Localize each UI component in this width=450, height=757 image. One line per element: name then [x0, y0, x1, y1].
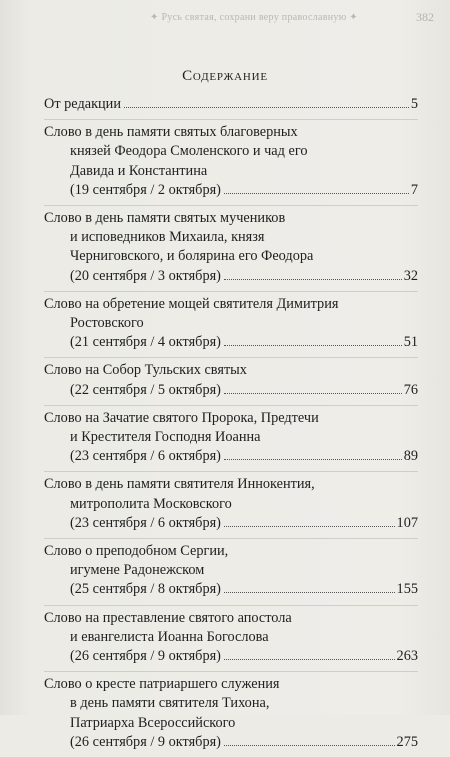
toc-title: Содержание: [182, 68, 268, 84]
toc-dot-leader: [224, 193, 409, 194]
toc-entry-text: (26 сентября / 9 октября): [70, 648, 221, 665]
toc-entry-text: (19 сентября / 2 октября): [70, 181, 221, 198]
toc-entry-line: Слово в день памяти святых благоверных: [44, 124, 298, 141]
toc-entry-line: Патриарха Всероссийского: [70, 714, 236, 731]
toc-entry: [44, 539, 418, 606]
toc-entry-line: Ростовского: [70, 315, 144, 332]
toc-entry-line: в день памяти святителя Тихона,: [70, 695, 270, 712]
toc-dot-leader: [224, 745, 395, 746]
toc-leader-line: [44, 514, 418, 533]
toc-entry-line: Слово о кресте патриаршего служения: [44, 676, 280, 693]
toc-entry-line: Слово на преставление святого апостола: [44, 609, 292, 626]
toc-page-number: 76: [403, 381, 418, 398]
toc-dot-leader: [224, 659, 395, 660]
table-of-contents: [44, 92, 418, 757]
toc-leader-line: [44, 381, 418, 400]
toc-entry-text: (21 сентября / 4 октября): [70, 334, 221, 351]
toc-entry-line: Слово на Собор Тульских святых: [44, 362, 247, 379]
toc-dot-leader: [224, 393, 402, 394]
toc-entry-line: Слово в день памяти святых мучеников: [44, 210, 286, 227]
toc-entry-line: Давида и Константина: [70, 162, 208, 179]
toc-page-number: 51: [403, 334, 418, 351]
toc-entry-text: (22 сентября / 5 октября): [70, 381, 221, 398]
toc-entry-text: (20 сентября / 3 октября): [70, 267, 221, 284]
toc-leader-line: [44, 181, 418, 200]
toc-leader-line: [44, 447, 418, 466]
toc-entry: [44, 206, 418, 292]
toc-entry-text: (26 сентября / 9 октября): [70, 733, 221, 750]
toc-leader-line: [44, 580, 418, 599]
toc-dot-leader: [224, 526, 395, 527]
toc-page-number: 107: [396, 514, 418, 531]
toc-entry-text: От редакции: [44, 96, 121, 112]
toc-dot-leader: [124, 107, 409, 108]
toc-entry: [44, 406, 418, 473]
toc-entry: [44, 472, 418, 539]
toc-entry: [44, 292, 418, 359]
toc-dot-leader: [224, 592, 395, 593]
toc-entry: [44, 358, 418, 405]
toc-leader-line: [44, 267, 418, 286]
toc-entry: [44, 606, 418, 673]
toc-entry: [44, 92, 418, 120]
toc-entry-line: Черниговского, и болярина его Феодора: [70, 248, 314, 265]
toc-leader-line: [44, 95, 418, 114]
running-header: ✦ Русь святая, сохрани веру православную ✦: [150, 12, 358, 23]
toc-leader-line: [44, 733, 418, 752]
toc-entry: [44, 120, 418, 206]
toc-page-number: 89: [403, 448, 418, 465]
toc-entry-text: (25 сентября / 8 октября): [70, 581, 221, 598]
toc-dot-leader: [224, 459, 402, 460]
toc-entry-line: Слово на обретение мощей святителя Димитрия: [44, 295, 339, 312]
running-page-number: 382: [416, 10, 434, 24]
toc-entry-line: князей Феодора Смоленского и чад его: [70, 143, 308, 160]
toc-leader-line: [44, 647, 418, 666]
toc-dot-leader: [224, 279, 402, 280]
toc-entry-line: Слово в день памяти святителя Иннокентия,: [44, 476, 315, 493]
toc-entry-text: (23 сентября / 6 октября): [70, 514, 221, 531]
toc-page-number: 7: [410, 181, 418, 198]
toc-page-number: 32: [403, 267, 418, 284]
toc-entry-line: Слово на Зачатие святого Пророка, Предтечи: [44, 409, 319, 426]
toc-entry-text: (23 сентября / 6 октября): [70, 448, 221, 465]
toc-entry-line: Слово о преподобном Сергии,: [44, 543, 229, 560]
toc-dot-leader: [224, 345, 402, 346]
toc-entry-line: и Крестителя Господня Иоанна: [70, 429, 261, 446]
toc-page-number: 155: [396, 581, 418, 598]
toc-entry-line: и евангелиста Иоанна Богослова: [70, 628, 269, 645]
toc-page-number: 275: [396, 733, 418, 750]
toc-entry-line: и исповедников Михаила, князя: [70, 229, 265, 246]
toc-entry-line: митрополита Московского: [70, 495, 232, 512]
toc-page-number: 263: [396, 648, 418, 665]
toc-leader-line: [44, 333, 418, 352]
toc-page-number: 5: [410, 96, 418, 112]
toc-entry-line: игумене Радонежском: [70, 562, 205, 579]
